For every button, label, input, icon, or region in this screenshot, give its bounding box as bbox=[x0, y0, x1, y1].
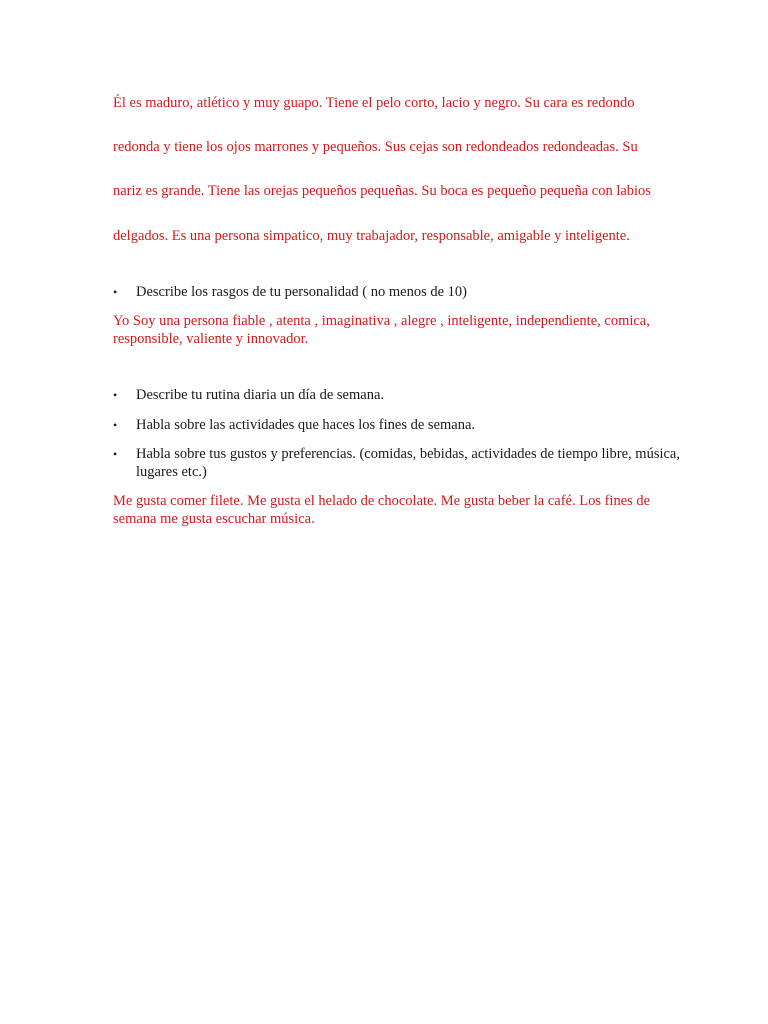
bullet-item-weekend-prompt bbox=[113, 416, 693, 434]
bullet-text: Describe los rasgos de tu personalidad ( no menos de 10) bbox=[136, 284, 468, 300]
bullet-marker: • bbox=[113, 388, 118, 402]
bullet-marker: • bbox=[113, 285, 118, 299]
bullet-marker: • bbox=[113, 418, 118, 432]
description-line-1: Él es maduro, atlético y muy guapo. Tiene el pelo corto, lacio y negro. Su cara es redondo bbox=[113, 95, 635, 111]
bullet-text: Describe tu rutina diaria un día de semana. bbox=[136, 387, 385, 403]
description-line-3: nariz es grande. Tiene las orejas pequeños pequeñas. Su boca es pequeño pequeña con labios bbox=[113, 183, 651, 199]
answer-preferences: Me gusta comer filete. Me gusta el helado de chocolate. Me gusta beber la café. Los fines de semana me gusta escuchar música. bbox=[113, 493, 651, 527]
answer-personality: Yo Soy una persona fiable , atenta , imaginativa , alegre , inteligente, independiente, comica, responsible, valiente y innovador. bbox=[113, 313, 650, 347]
bullet-item-preferences-prompt bbox=[113, 445, 693, 481]
description-line-4: delgados. Es una persona simpatico, muy trabajador, responsable, amigable y inteligente. bbox=[113, 228, 630, 244]
bullet-text: Habla sobre tus gustos y preferencias. (comidas, bebidas, actividades de tiempo libre, música, lugares etc.) bbox=[136, 446, 680, 480]
bullet-item-personality-prompt bbox=[113, 283, 693, 301]
description-line-2: redonda y tiene los ojos marrones y pequeños. Sus cejas son redondeados redondeadas. Su bbox=[113, 139, 638, 155]
bullet-text: Habla sobre las actividades que haces los fines de semana. bbox=[136, 417, 476, 433]
bullet-marker: • bbox=[113, 447, 118, 461]
bullet-item-routine-prompt bbox=[113, 386, 693, 404]
